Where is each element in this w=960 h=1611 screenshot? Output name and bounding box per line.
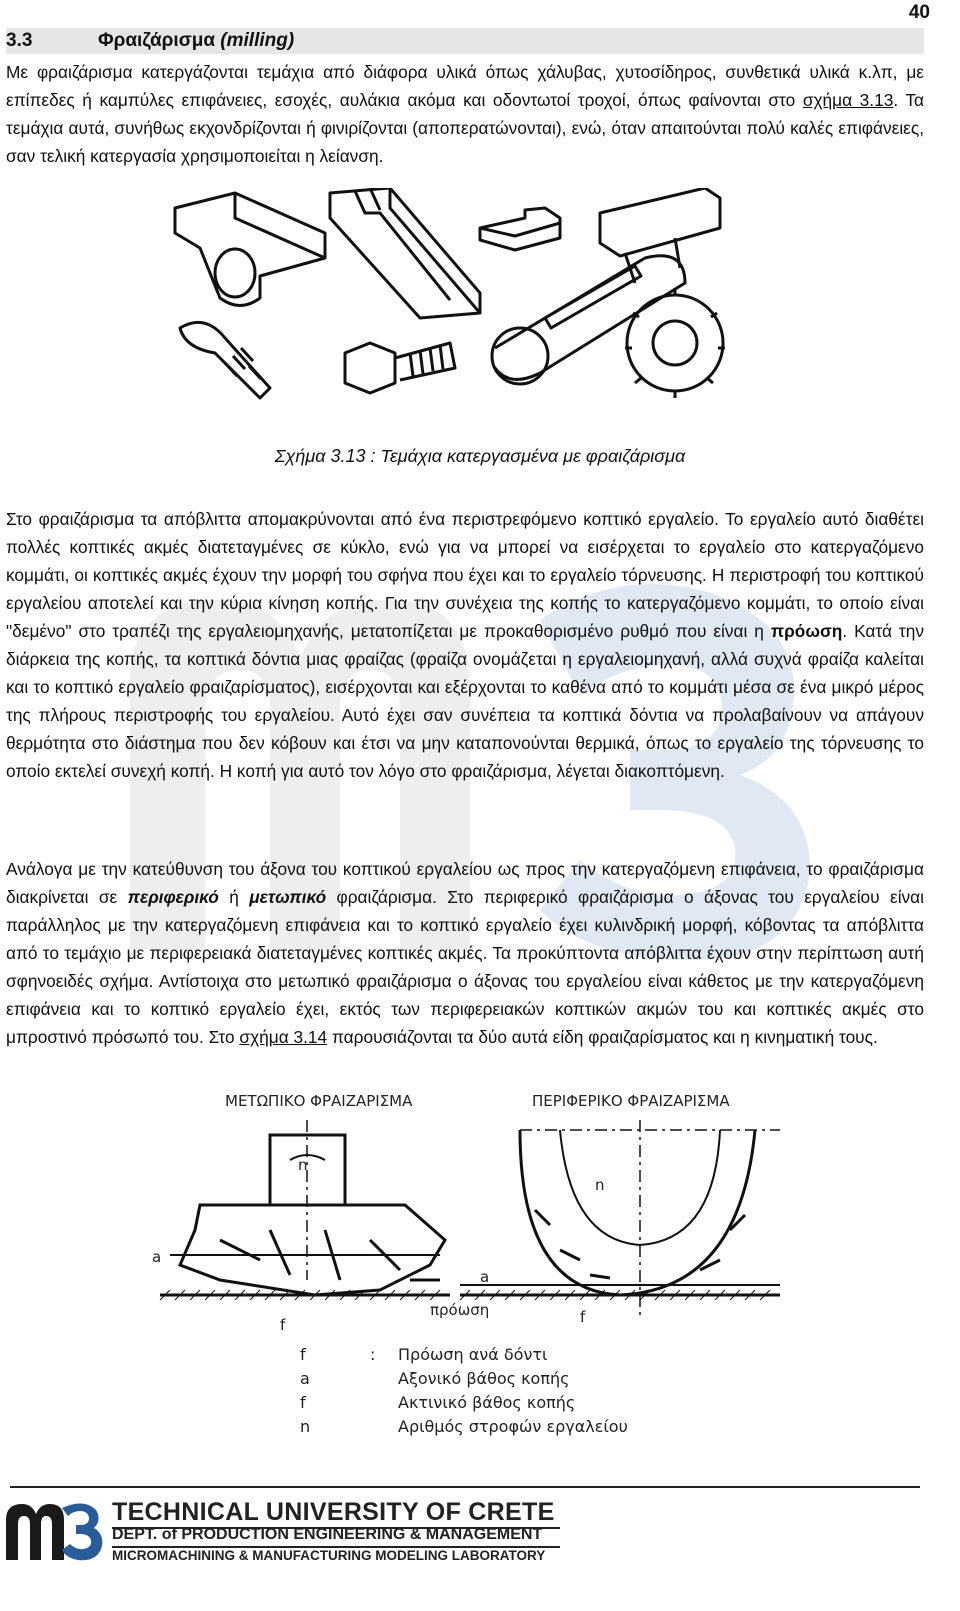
term-face: μετωπικό (249, 887, 327, 907)
legend-description: Πρόωση ανά δόντι (398, 1345, 548, 1364)
paragraph-text: . Κατά την διάρκεια της κοπής, τα κοπτικά δόντια μιας φραίζας (φραίζα ονομάζεται η εργαλειομηχανή, αλλά συχνά φραίζα καλείται και το κοπτικό εργαλείο φραιζαρίσματος), εισέρχονται και εξέρχονται το καθένα από το κομμάτι μέσα σε ένα μικρό μέρος της πλήρους περιστροφής του εργαλείου. Αυτό έχει σαν συνέπεια τα κοπτικά δόντια να προλαβαίνουν να απάγουν θερμότητα στο διάστημα που δεν κόβουν και έτσι να μην καταπονούνται θερμικά, όπως το εργαλείο της τόρνευσης το οποίο εκτελεί συνεχή κοπή. Η κοπή για αυτό τον λόγο στο φραιζάρισμα, λέγεται διακοπτόμενη. (6, 621, 924, 781)
paragraph-intro (6, 58, 924, 170)
peripheral-a-label: a (480, 1268, 490, 1286)
footer-laboratory: MICROMACHINING & MANUFACTURING MODELING LABORATORY (112, 1548, 546, 1563)
legend-symbol: n (300, 1417, 311, 1436)
face-f-label: f (280, 1316, 286, 1334)
paragraph-text: . Τα τεμάχια αυτά, συνήθως εκχονδρίζονται ή φινιρίζονται (αποπερατώνονται), ενώ, όταν απαιτούνται πολύ καλές επιφάνειες, σαν τελική κατεργασία χρησιμοποιείται η λείανση. (6, 90, 925, 166)
legend-symbol: f (300, 1393, 306, 1412)
term-peripheral: περιφερικό (127, 887, 219, 907)
paragraph-text: Με φραιζάρισμα κατεργάζονται τεμάχια από διάφορα υλικά όπως χάλυβας, χυτοσίδηρος, συνθετικά υλικά κ.λπ, με επίπεδες ή καμπύλες επιφάνειες, εσοχές, αυλάκια ακόμα και οδοντωτοί τροχοί, όπως φαίνονται στο (6, 62, 924, 110)
page-number: 40 (908, 2, 930, 23)
paragraph-text: Ανάλογα με την κατεύθυνση του άξονα του κοπτικού εργαλείου ως προς την κατεργαζόμενη επιφάνεια, το φραιζάρισμα διακρίνεται σε (6, 859, 924, 907)
paragraph-milling-process (6, 505, 924, 785)
figure-link-3-13[interactable]: σχήμα 3.13 (802, 90, 894, 110)
paragraph-text: φραιζάρισμα. Στο περιφερικό φραιζάρισμα ο άξονας του εργαλείου είναι παράλληλος με την κατεργαζόμενη επιφάνεια και το κοπτικό εργαλείο έχει κυλινδρική μορφή, κόβοντας τα απόβλιττα από το τεμάχιο με περιφερειακά διατεταγμένες κοπτικές ακμές. Τα προκύπτοντα απόβλιττα έχουν στην περίπτωση αυτή σφηνοειδές σχήμα. Αντίστοιχα στο μετωπικό φραιζάρισμα ο άξονας του εργαλείου είναι κάθετος με την κατεργαζόμενη επιφάνεια και το κοπτικό εργαλείο έχει, εκτός των περιφερειακών κοπτικών ακμών του και κοπτικές ακμές στο μπροστινό πρόσωπό του. Στο (6, 887, 924, 1047)
section-title-paren: (milling) (220, 30, 295, 51)
peripheral-n-label: n (595, 1176, 605, 1194)
legend-symbol: a (300, 1369, 310, 1388)
peripheral-milling-title: ΠΕΡΙΦΕΡΙΚΟ ΦΡΑΙΖΑΡΙΣΜΑ (532, 1092, 730, 1110)
legend-description: Ακτινικό βάθος κοπής (398, 1393, 576, 1412)
legend-separator: : (370, 1345, 376, 1364)
section-number: 3.3 (6, 30, 33, 51)
legend-description: Αριθμός στροφών εργαλείου (398, 1417, 628, 1436)
feed-label: πρόωση (430, 1301, 490, 1319)
peripheral-f-label: f (580, 1308, 586, 1326)
figure-link-3-14[interactable]: σχήμα 3.14 (239, 1027, 328, 1047)
figure-3-13-caption: Σχήμα 3.13 : Τεμάχια κατεργασμένα με φραιζάρισμα (274, 446, 686, 466)
paragraph-text: ή (218, 887, 250, 907)
face-n-label: n (298, 1156, 308, 1174)
section-title: Φραιζάρισμα (98, 30, 216, 51)
figure-3-13-milled-parts (165, 188, 745, 418)
paragraph-milling-types (6, 855, 924, 1051)
paragraph-text: Στο φραιζάρισμα τα απόβλιττα απομακρύνονται από ένα περιστρεφόμενο κοπτικό εργαλείο. Το εργαλείο αυτό διαθέτει πολλές κοπτικές ακμές διατεταγμένες σε κύκλο, ενώ για να μπορεί να εισέρχεται το εργαλείο στο κατεργαζόμενο κομμάτι, οι κοπτικές ακμές έχουν την μορφή του σφήνα που έχει και το εργαλείο τόρνευσης. Η περιστροφή του κοπτικού εργαλείου αποτελεί και την κύρια κίνηση κοπής. Για την συνέχεια της κοπής το κατεργαζόμενο κομμάτι, το οποίο είναι "δεμένο" στο τραπέζι της εργαλειομηχανής, μετατοπίζεται με προκαθορισμένο ρυθμό που είναι η (6, 509, 924, 641)
term-feed: πρόωση (770, 621, 843, 641)
legend-symbol: f (300, 1345, 306, 1364)
paragraph-text: παρουσιάζονται τα δύο αυτά είδη φραιζαρίσματος και η κινηματική τους. (327, 1027, 878, 1047)
section-heading (6, 30, 294, 52)
footer-divider (10, 1486, 920, 1488)
legend-description: Αξονικό βάθος κοπής (398, 1369, 570, 1388)
footer-department: DEPT. of PRODUCTION ENGINEERING & MANAGEMENT (112, 1526, 543, 1543)
university-logo (4, 1498, 104, 1562)
footer-university: TECHNICAL UNIVERSITY OF CRETE (112, 1498, 555, 1526)
face-a-label: a (152, 1248, 162, 1266)
face-milling-title: ΜΕΤΩΠΙΚΟ ΦΡΑΙΖΑΡΙΣΜΑ (225, 1092, 413, 1110)
figure-3-14-milling-kinematics (140, 1090, 800, 1440)
